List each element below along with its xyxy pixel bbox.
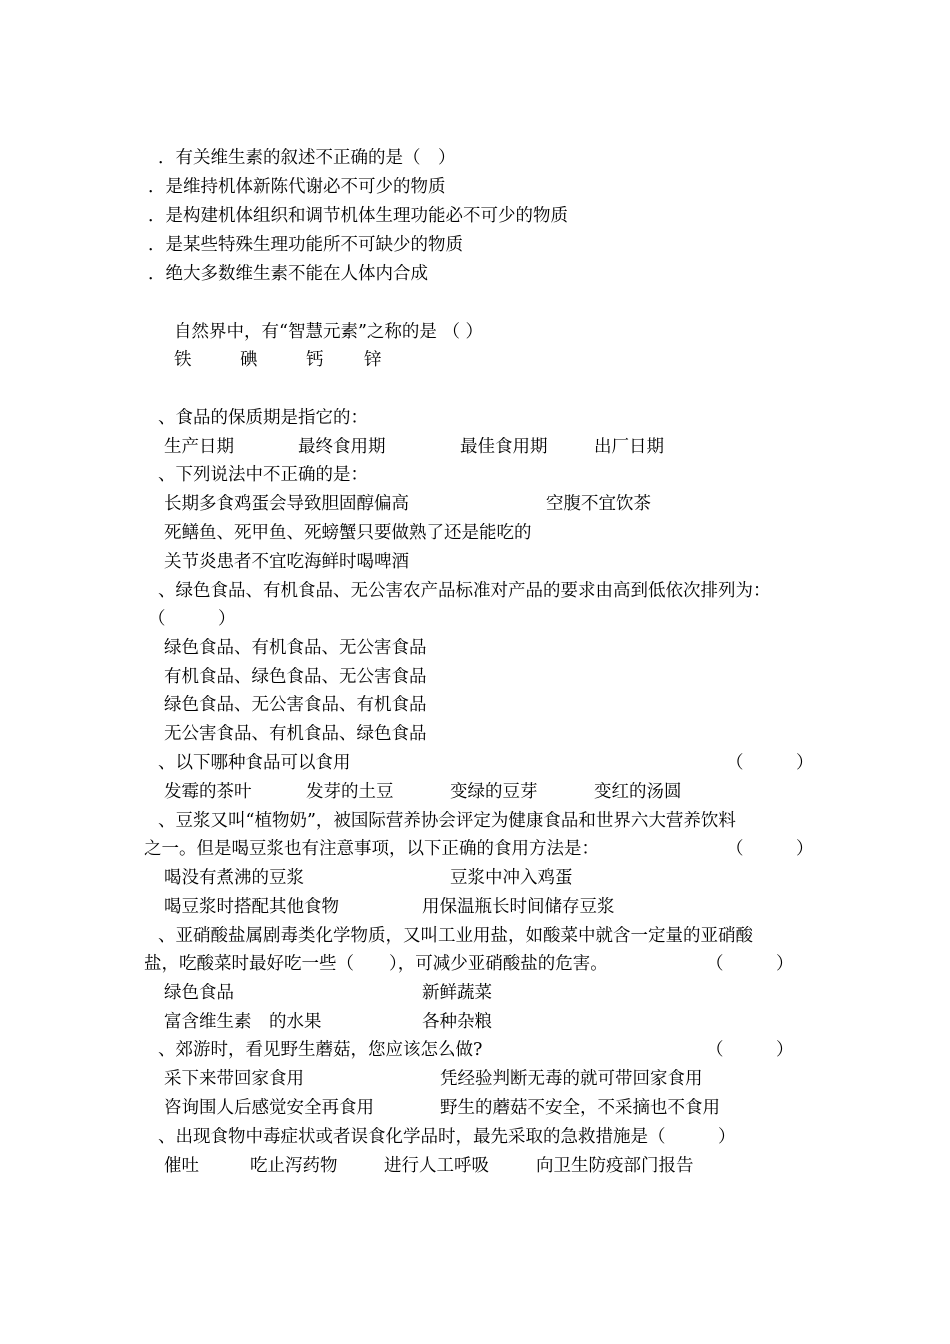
option-mushroom-d: 野生的蘑菇不安全，不采摘也不食用: [440, 1098, 720, 1118]
option-soymilk-a: 喝没有煮沸的豆浆: [164, 868, 304, 888]
option-nitrite-b: 新鲜蔬菜: [422, 983, 492, 1003]
option-green-a: 绿色食品、有机食品、无公害食品: [164, 638, 427, 658]
option-poison-a: 催吐: [164, 1156, 199, 1176]
option-edible-a: 发霉的茶叶: [164, 782, 252, 802]
question-edible-paren: （ ）: [726, 753, 814, 773]
option-shelf-d: 出厂日期: [594, 437, 664, 457]
option-edible-c: 变绿的豆芽: [450, 782, 538, 802]
question-shelf-stem: 、食品的保质期是指它的：: [158, 408, 368, 428]
option-poison-d: 向卫生防疫部门报告: [536, 1156, 694, 1176]
question-wrong-stem: 、下列说法中不正确的是：: [158, 465, 368, 485]
option-green-d: 无公害食品、有机食品、绿色食品: [164, 724, 427, 744]
option-mushroom-c: 咨询围人后感觉安全再食用: [164, 1098, 374, 1118]
option-mushroom-a: 采下来带回家食用: [164, 1069, 304, 1089]
option-nitrite-c: 富含维生素 的水果: [164, 1012, 322, 1032]
question-green-stem-2: （ ）: [148, 609, 236, 629]
question-mushroom-paren: （ ）: [706, 1040, 794, 1060]
question-nitrite-paren: （ ）: [706, 954, 794, 974]
question-soymilk-stem-1: 、豆浆又叫“植物奶”，被国际营养协会评定为健康食品和世界六大营养饮料: [158, 811, 736, 831]
question-nitrite-stem-2: 盐，吃酸菜时最好吃一些（ ），可减少亚硝酸盐的危害。: [144, 954, 608, 974]
option-shelf-c: 最佳食用期: [460, 437, 548, 457]
option-soymilk-b: 豆浆中冲入鸡蛋: [450, 868, 573, 888]
option-wisdom-a: 铁: [174, 350, 192, 370]
question-wisdom-stem: 自然界中，有“智慧元素”之称的是 （ ）: [174, 322, 484, 342]
question-edible-stem: 、以下哪种食品可以食用: [158, 753, 351, 773]
option-wisdom-c: 钙: [306, 350, 324, 370]
option-wisdom-b: 碘: [240, 350, 258, 370]
option-edible-d: 变红的汤圆: [594, 782, 682, 802]
option-green-c: 绿色食品、无公害食品、有机食品: [164, 695, 427, 715]
option-green-b: 有机食品、绿色食品、无公害食品: [164, 667, 427, 687]
option-soymilk-d: 用保温瓶长时间储存豆浆: [422, 897, 615, 917]
option-vitamin-b: ．是构建机体组织和调节机体生理功能必不可少的物质: [148, 206, 568, 226]
question-soymilk-paren: （ ）: [726, 839, 814, 859]
option-wrong-a: 长期多食鸡蛋会导致胆固醇偏高: [164, 494, 409, 514]
option-nitrite-d: 各种杂粮: [422, 1012, 492, 1032]
question-mushroom-stem: 、郊游时，看见野生蘑菇，您应该怎么做?: [158, 1040, 483, 1060]
option-vitamin-d: ．绝大多数维生素不能在人体内合成: [148, 264, 428, 284]
option-wrong-d: 关节炎患者不宜吃海鲜时喝啤酒: [164, 552, 409, 572]
option-vitamin-c: ．是某些特殊生理功能所不可缺少的物质: [148, 235, 463, 255]
question-nitrite-stem-1: 、亚硝酸盐属剧毒类化学物质，又叫工业用盐，如酸菜中就含一定量的亚硝酸: [158, 926, 753, 946]
option-edible-b: 发芽的土豆: [306, 782, 394, 802]
option-shelf-a: 生产日期: [164, 437, 234, 457]
option-soymilk-c: 喝豆浆时搭配其他食物: [164, 897, 339, 917]
question-soymilk-stem-2: 之一。但是喝豆浆也有注意事项，以下正确的食用方法是：: [144, 839, 599, 859]
question-green-stem-1: 、绿色食品、有机食品、无公害农产品标准对产品的要求由高到低依次排列为：: [158, 581, 771, 601]
option-wrong-c: 死鳝鱼、死甲鱼、死螃蟹只要做熟了还是能吃的: [164, 523, 532, 543]
question-vitamin-stem: ．有关维生素的叙述不正确的是（ ）: [158, 148, 456, 168]
option-nitrite-a: 绿色食品: [164, 983, 234, 1003]
option-shelf-b: 最终食用期: [298, 437, 386, 457]
option-poison-b: 吃止泻药物: [250, 1156, 338, 1176]
option-mushroom-b: 凭经验判断无毒的就可带回家食用: [440, 1069, 703, 1089]
option-vitamin-a: ．是维持机体新陈代谢必不可少的物质: [148, 177, 446, 197]
option-wrong-b: 空腹不宜饮茶: [546, 494, 651, 514]
option-poison-c: 进行人工呼吸: [384, 1156, 489, 1176]
question-poison-stem: 、出现食物中毒症状或者误食化学品时，最先采取的急救措施是（ ）: [158, 1127, 736, 1147]
option-wisdom-d: 锌: [364, 350, 382, 370]
